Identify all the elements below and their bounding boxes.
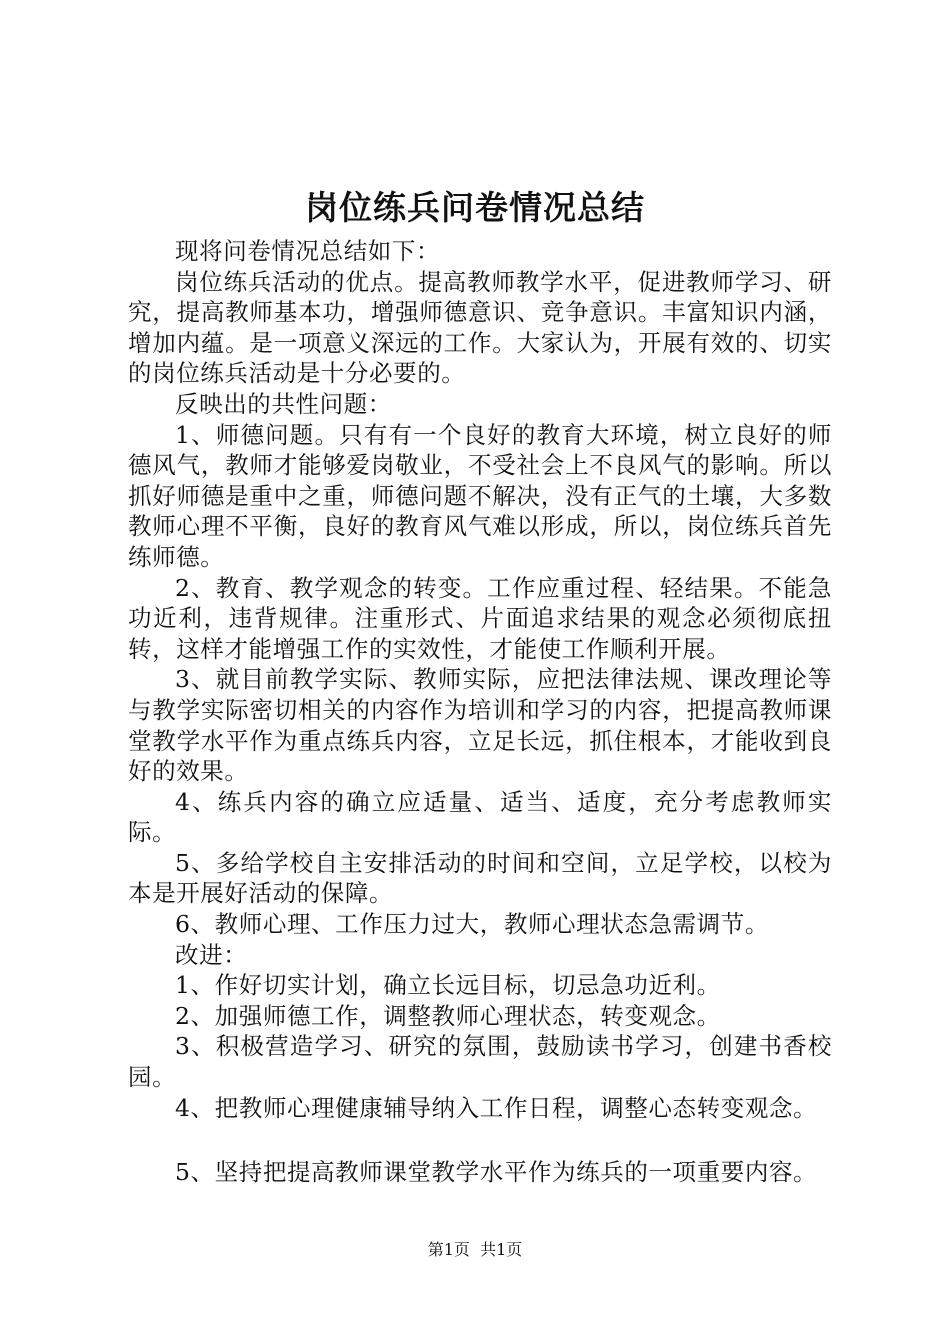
improvement-item-1: 1、作好切实计划，确立长远目标，切忌急功近利。 — [175, 971, 721, 1000]
improvement-item-5: 5、坚持把提高教师课堂教学水平作为练兵的一项重要内容。 — [175, 1158, 818, 1187]
problem-item-2: 2、教育、教学观念的转变。工作应重过程、轻结果。不能急功近利，违背规律。注重形式、片面追求结果的观念必须彻底扭转，这样才能增强工作的实效性，才能使工作顺利开展。 — [128, 573, 832, 663]
document-title: 岗位练兵问卷情况总结 — [305, 188, 645, 227]
improvement-item-2: 2、加强师德工作，调整教师心理状态，转变观念。 — [175, 1001, 721, 1030]
strengths-paragraph: 岗位练兵活动的优点。提高教师教学水平，促进教师学习、研究，提高教师基本功，增强师德意识、竞争意识。丰富知识内涵，增加内蕴。是一项意义深远的工作。大家认为，开展有效的、切实的岗位练兵活动是十分必要的。 — [128, 267, 832, 388]
improvement-item-3: 3、积极营造学习、研究的氛围，鼓励读书学习，创建书香校园。 — [128, 1032, 832, 1092]
document-body — [128, 236, 832, 1188]
problem-item-1: 1、师德问题。只有有一个良好的教育大环境，树立良好的师德风气，教师才能够爱岗敬业，不受社会上不良风气的影响。所以抓好师德是重中之重，师德问题不解决，没有正气的土壤，大多数教师心理不平衡，良好的教育风气难以形成，所以，岗位练兵首先练师德。 — [128, 420, 832, 571]
problem-item-3: 3、就目前教学实际、教师实际，应把法律法规、课改理论等与教学实际密切相关的内容作为培训和学习的内容，把提高教师课堂教学水平作为重点练兵内容，立足长远，抓住根本，才能收到良好的效果。 — [128, 665, 832, 786]
intro-paragraph: 现将问卷情况总结如下： — [175, 237, 441, 265]
blank-line — [128, 1123, 832, 1157]
improvements-heading: 改进： — [175, 940, 248, 969]
problem-item-4: 4、练兵内容的确立应适量、适当、适度，充分考虑教师实际。 — [128, 787, 832, 847]
page-number: 第1页 共1页 — [427, 1240, 523, 1259]
problems-heading: 反映出的共性问题： — [175, 389, 392, 418]
page-footer — [0, 1238, 950, 1262]
problem-item-6: 6、教师心理、工作压力过大，教师心理状态急需调节。 — [175, 910, 769, 939]
problem-item-5: 5、多给学校自主安排活动的时间和空间，立足学校，以校为本是开展好活动的保障。 — [128, 848, 832, 908]
improvement-item-4: 4、把教师心理健康辅导纳入工作日程，调整心态转变观念。 — [175, 1093, 818, 1122]
